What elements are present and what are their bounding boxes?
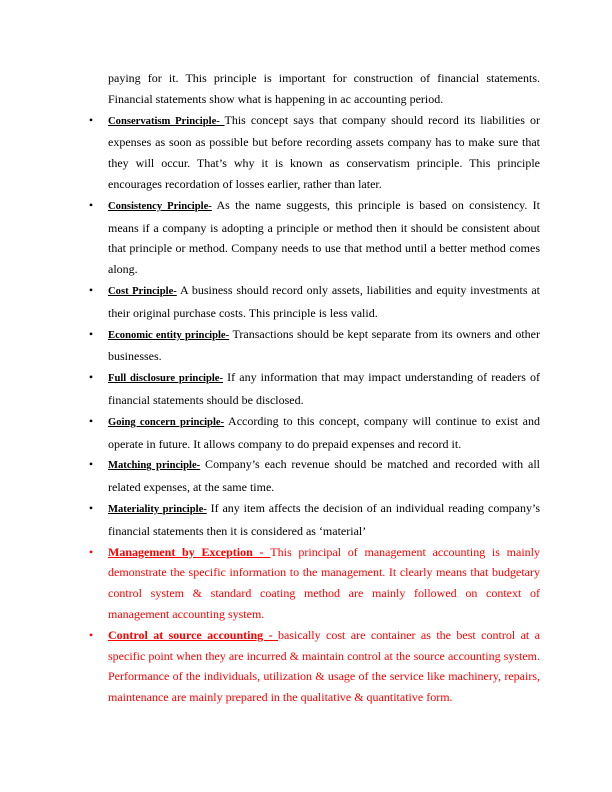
list-item-conservatism	[88, 110, 540, 195]
bullet-icon: •	[88, 457, 94, 472]
term-description: A business should record only assets, liabilities and equity investments at their original purchase costs. This principle is less valid.	[108, 282, 540, 320]
list-item-consistency	[88, 195, 541, 280]
term-label: Management by Exception -	[108, 544, 271, 559]
list-item-matching	[88, 454, 540, 498]
term-label: Consistency Principle-	[108, 200, 212, 212]
bullet-icon: •	[88, 413, 94, 428]
bullet-icon: •	[88, 370, 94, 385]
term-description: If any item affects the decision of an individual reading company’s financial statements then it is considered as ‘material’	[108, 500, 541, 538]
bullet-icon: •	[88, 326, 94, 341]
term-description: According to this concept, company will continue to exist and operate in future. It allows company to do prepaid expenses and record it.	[108, 413, 540, 451]
list-item-full-disclosure	[88, 367, 540, 411]
bullet-icon: •	[88, 197, 94, 212]
term-label: Control at source accounting -	[108, 627, 278, 642]
term-description: As the name suggests, this principle is based on consistency. It means if a company is adopting a principle or method then it should be consistent about that principle or method. Company needs to use that method until a better method comes along.	[108, 197, 541, 277]
term-label: Conservatism Principle-	[108, 115, 225, 127]
intro-paragraph: paying for it. This principle is important for construction of financial statements. Financial statements show what is happening in ac accounting period.	[108, 71, 540, 106]
bullet-icon: •	[88, 544, 94, 559]
list-item-cost	[88, 280, 540, 324]
term-label: Materiality principle-	[108, 503, 207, 515]
term-label: Matching principle-	[108, 460, 201, 472]
term-description: This principal of management accounting is mainly demonstrate the specific information to the management. It clearly means that budgetary control system & standard coating method are mainly followed on context of management accounting system.	[108, 544, 541, 621]
term-description: This concept says that company should record its liabilities or expenses as soon as possible but before recording assets company has to make sure that they will occur. That’s why it is known as conservatism principle. This principle encourages recordation of losses earlier, rather than later.	[108, 112, 540, 191]
list-item-economic-entity	[88, 324, 540, 368]
bullet-icon: •	[88, 282, 94, 297]
bullet-icon: •	[88, 627, 94, 642]
principles-list	[88, 110, 541, 708]
document-body	[88, 68, 541, 708]
bullet-icon: •	[88, 500, 94, 515]
term-label: Full disclosure principle-	[108, 373, 224, 385]
term-label: Going concern principle-	[108, 416, 225, 428]
list-item-management-by-exception	[88, 542, 541, 625]
list-item-materiality	[88, 498, 541, 542]
term-description: If any information that may impact understanding of readers of financial statements should be disclosed.	[108, 370, 540, 407]
term-label: Economic entity principle-	[108, 329, 230, 341]
term-description: Transactions should be kept separate from its owners and other businesses.	[108, 326, 540, 364]
term-label: Cost Principle-	[108, 285, 177, 297]
list-item-going-concern	[88, 411, 540, 455]
list-item-control-at-source	[88, 625, 540, 708]
term-description: basically cost are container as the best control at a specific point when they are incurred & maintain control at the source accounting system. Performance of the individuals, utilization & usage of the service like machinery, repairs, maintenance are mainly prepared in the qualitative & quantitative form.	[108, 627, 540, 705]
bullet-icon: •	[88, 112, 94, 127]
term-description: Company’s each revenue should be matched and recorded with all related expenses, at the same time.	[108, 457, 540, 495]
